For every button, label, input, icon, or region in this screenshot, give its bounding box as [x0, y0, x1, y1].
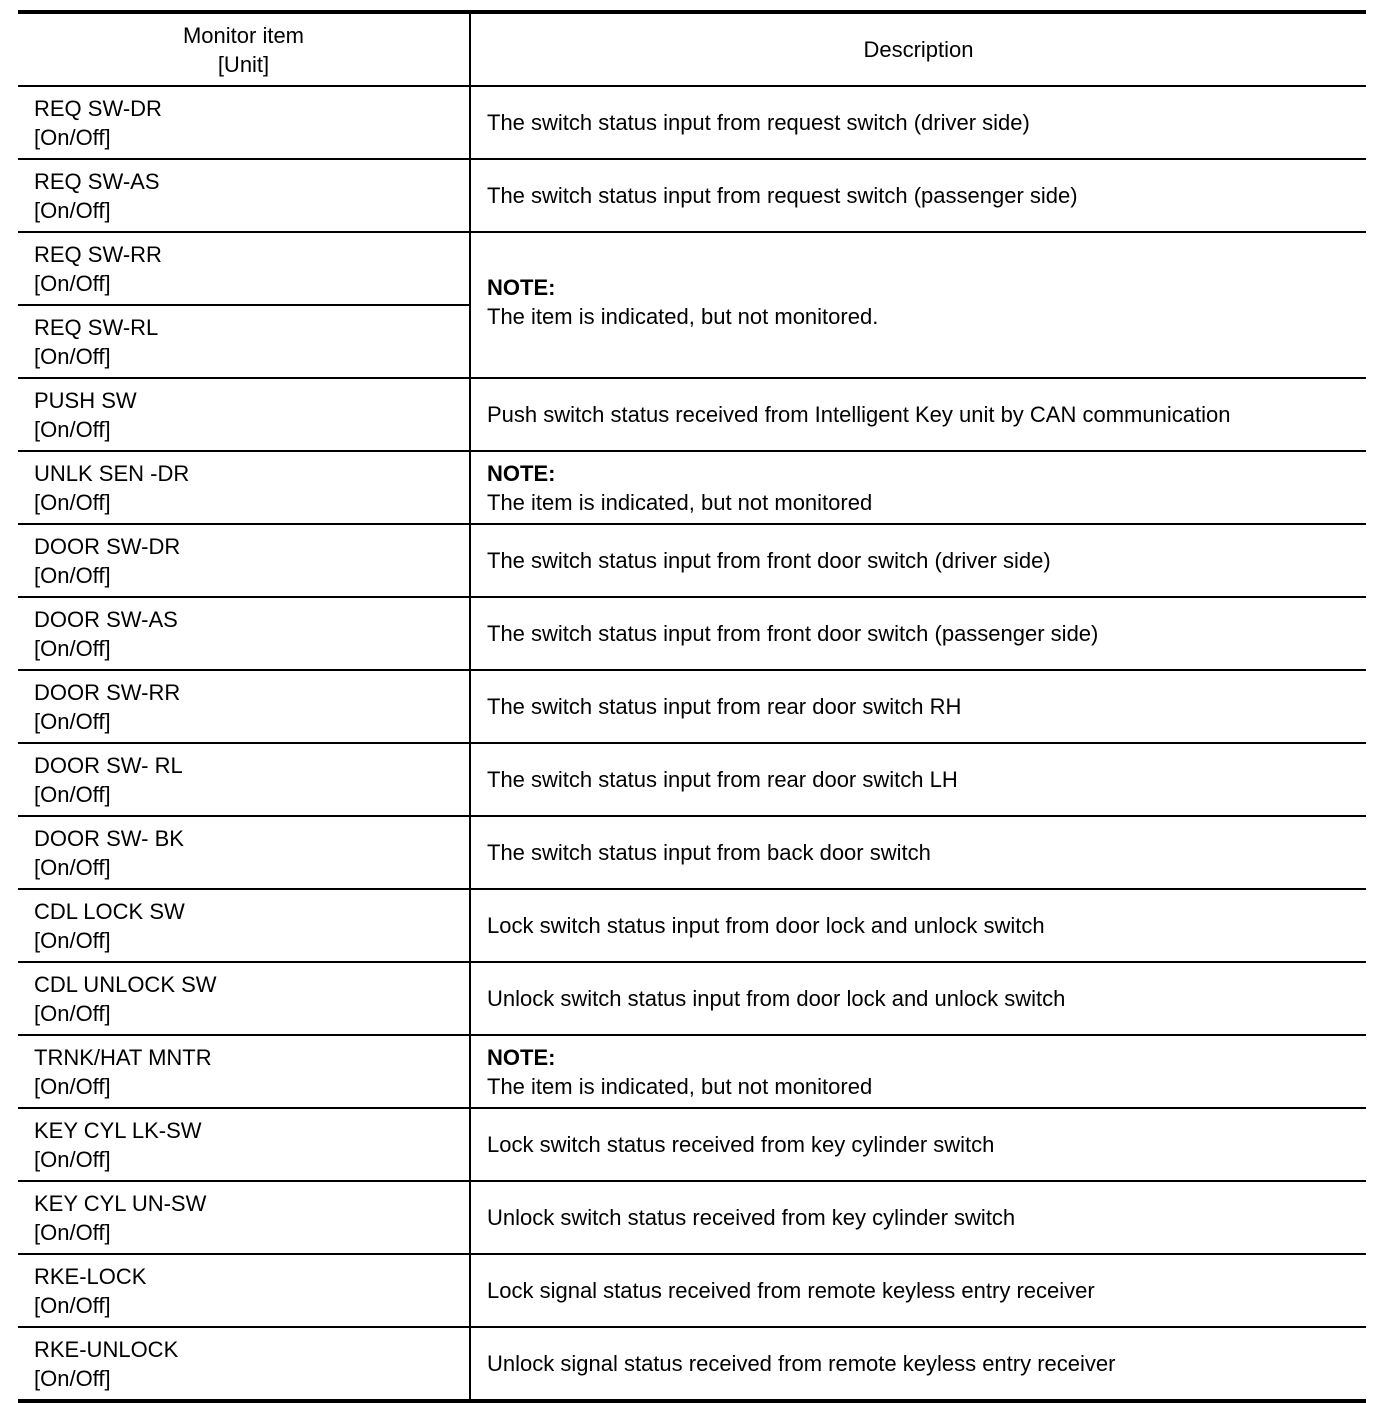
monitor-item-cell	[18, 962, 470, 1035]
item-unit: [On/Off]	[34, 124, 111, 150]
note-label: NOTE:	[487, 1044, 556, 1070]
item-unit: [On/Off]	[34, 635, 111, 661]
header-description: Description	[863, 37, 974, 62]
item-name: KEY CYL LK-SW	[34, 1117, 202, 1143]
table-row	[18, 378, 1366, 451]
description-text: Unlock signal status received from remote keyless entry receiver	[487, 1351, 1116, 1376]
table-row	[18, 1181, 1366, 1254]
note-label: NOTE:	[487, 460, 556, 486]
description-cell	[470, 670, 1366, 743]
monitor-item-cell	[18, 451, 470, 524]
description-cell	[470, 159, 1366, 232]
item-name: DOOR SW-AS	[34, 606, 178, 632]
table-row	[18, 86, 1366, 159]
item-name: REQ SW-DR	[34, 95, 162, 121]
item-unit: [On/Off]	[34, 1292, 111, 1318]
item-name: PUSH SW	[34, 387, 137, 413]
item-name: DOOR SW-DR	[34, 533, 181, 559]
note-text: The item is indicated, but not monitored	[487, 1073, 873, 1099]
description-note-cell	[470, 451, 1366, 524]
item-name: REQ SW-AS	[34, 168, 160, 194]
item-name: REQ SW-RR	[34, 241, 162, 267]
monitor-item-cell	[18, 1254, 470, 1327]
item-name: RKE-UNLOCK	[34, 1336, 179, 1362]
monitor-item-cell	[18, 86, 470, 159]
item-name: CDL UNLOCK SW	[34, 971, 217, 997]
item-unit: [On/Off]	[34, 1219, 111, 1245]
item-unit: [On/Off]	[34, 927, 111, 953]
description-text: The switch status input from front door switch (driver side)	[487, 548, 1051, 573]
description-cell	[470, 1108, 1366, 1181]
description-text: The switch status input from front door switch (passenger side)	[487, 621, 1099, 646]
header-item-unit: [Unit]	[217, 51, 270, 77]
monitor-item-table	[18, 10, 1366, 1403]
monitor-item-cell	[18, 743, 470, 816]
monitor-item-cell	[18, 232, 470, 305]
description-text: Lock signal status received from remote keyless entry receiver	[487, 1278, 1095, 1303]
table-row	[18, 889, 1366, 962]
item-name: CDL LOCK SW	[34, 898, 185, 924]
table-row	[18, 1035, 1366, 1108]
description-text: Unlock switch status input from door lock and unlock switch	[487, 986, 1066, 1011]
description-note-cell	[470, 232, 1366, 378]
item-name: DOOR SW- BK	[34, 825, 184, 851]
description-text: Lock switch status received from key cylinder switch	[487, 1132, 995, 1157]
description-cell	[470, 597, 1366, 670]
note-text: The item is indicated, but not monitored.	[487, 304, 879, 329]
description-text: Unlock switch status received from key cylinder switch	[487, 1205, 1016, 1230]
table-row	[18, 1108, 1366, 1181]
monitor-item-cell	[18, 889, 470, 962]
description-text: Lock switch status input from door lock and unlock switch	[487, 913, 1045, 938]
description-cell	[470, 1327, 1366, 1401]
column-header-monitor-item	[18, 12, 470, 86]
table-row	[18, 451, 1366, 524]
table-row	[18, 159, 1366, 232]
header-item-title: Monitor item	[182, 22, 305, 48]
item-unit: [On/Off]	[34, 1146, 111, 1172]
monitor-item-cell	[18, 1108, 470, 1181]
monitor-item-cell	[18, 670, 470, 743]
item-name: UNLK SEN -DR	[34, 460, 190, 486]
note-text: The item is indicated, but not monitored	[487, 489, 873, 515]
description-cell	[470, 524, 1366, 597]
item-unit: [On/Off]	[34, 197, 111, 223]
item-unit: [On/Off]	[34, 781, 111, 807]
item-unit: [On/Off]	[34, 562, 111, 588]
description-cell	[470, 378, 1366, 451]
item-unit: [On/Off]	[34, 1073, 111, 1099]
monitor-item-cell	[18, 597, 470, 670]
monitor-item-cell	[18, 1035, 470, 1108]
table-row	[18, 232, 1366, 305]
item-unit: [On/Off]	[34, 1365, 111, 1391]
description-text: The switch status input from back door switch	[487, 840, 931, 865]
description-cell	[470, 1254, 1366, 1327]
description-cell	[470, 743, 1366, 816]
item-unit: [On/Off]	[34, 270, 111, 296]
monitor-item-cell	[18, 1327, 470, 1401]
item-name: KEY CYL UN-SW	[34, 1190, 207, 1216]
description-text: The switch status input from request switch (passenger side)	[487, 183, 1078, 208]
item-unit: [On/Off]	[34, 1000, 111, 1026]
column-header-description	[470, 12, 1366, 86]
description-cell	[470, 816, 1366, 889]
item-unit: [On/Off]	[34, 708, 111, 734]
description-text: The switch status input from rear door switch RH	[487, 694, 962, 719]
table-row	[18, 524, 1366, 597]
item-unit: [On/Off]	[34, 854, 111, 880]
item-unit: [On/Off]	[34, 343, 111, 369]
description-cell	[470, 889, 1366, 962]
item-unit: [On/Off]	[34, 416, 111, 442]
monitor-item-cell	[18, 305, 470, 378]
item-unit: [On/Off]	[34, 489, 111, 515]
description-cell	[470, 86, 1366, 159]
table-row	[18, 670, 1366, 743]
item-name: DOOR SW- RL	[34, 752, 183, 778]
description-text: Push switch status received from Intelligent Key unit by CAN communication	[487, 402, 1231, 427]
monitor-item-cell	[18, 159, 470, 232]
description-note-cell	[470, 1035, 1366, 1108]
monitor-item-cell	[18, 378, 470, 451]
table-row	[18, 816, 1366, 889]
table-header-row	[18, 12, 1366, 86]
description-cell	[470, 962, 1366, 1035]
monitor-item-cell	[18, 1181, 470, 1254]
item-name: REQ SW-RL	[34, 314, 159, 340]
description-cell	[470, 1181, 1366, 1254]
table-row	[18, 743, 1366, 816]
item-name: DOOR SW-RR	[34, 679, 181, 705]
note-label: NOTE:	[487, 275, 556, 300]
table-row	[18, 597, 1366, 670]
monitor-item-cell	[18, 524, 470, 597]
table-row	[18, 1327, 1366, 1401]
table-row	[18, 1254, 1366, 1327]
item-name: RKE-LOCK	[34, 1263, 147, 1289]
description-text: The switch status input from request switch (driver side)	[487, 110, 1030, 135]
monitor-item-cell	[18, 816, 470, 889]
item-name: TRNK/HAT MNTR	[34, 1044, 212, 1070]
table-row	[18, 962, 1366, 1035]
description-text: The switch status input from rear door switch LH	[487, 767, 958, 792]
